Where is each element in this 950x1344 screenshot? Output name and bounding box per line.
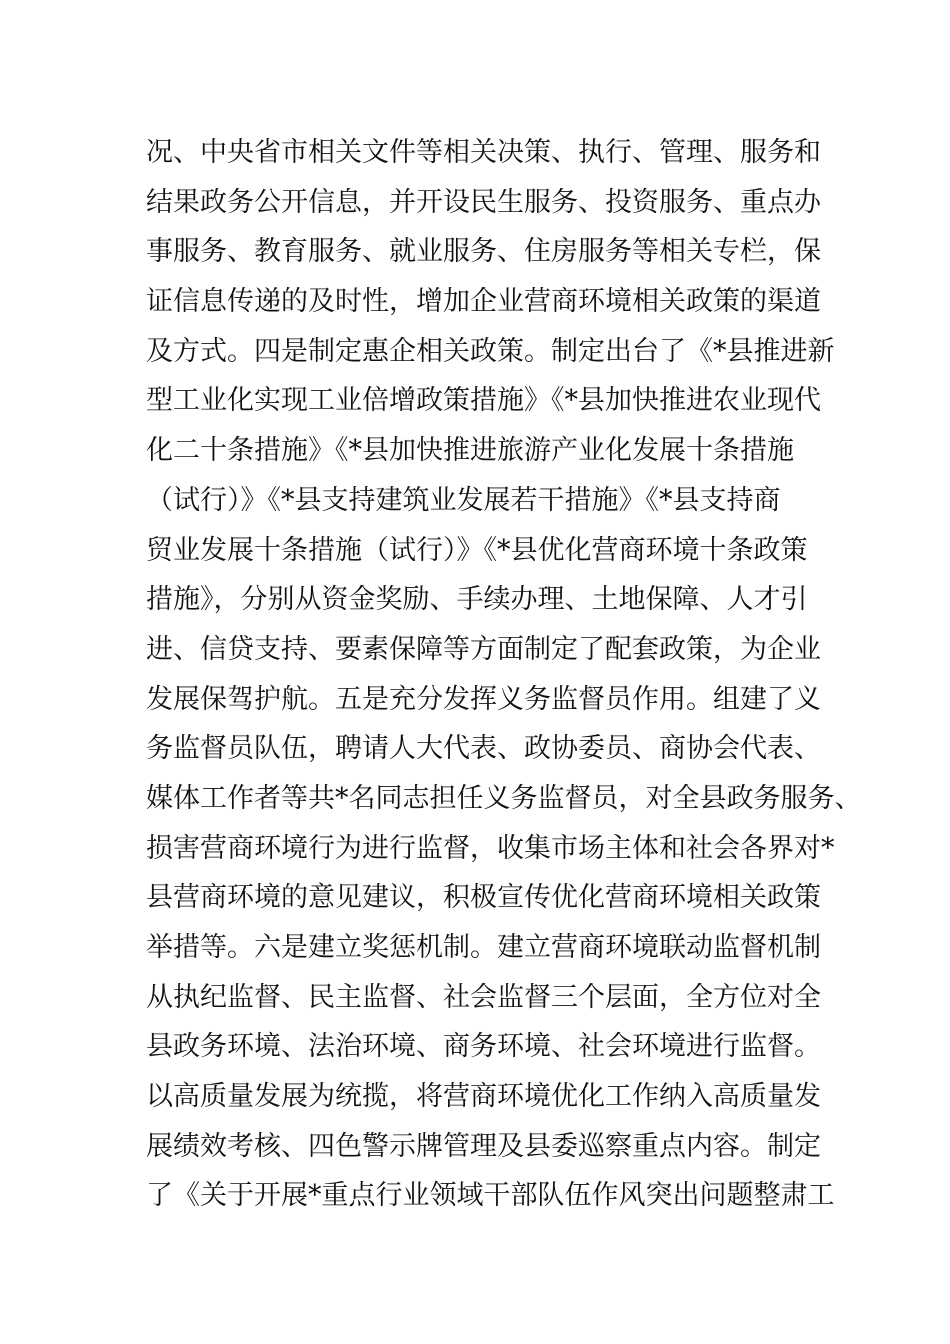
text-line: 损害营商环境行为进行监督，收集市场主体和社会各界对* (146, 832, 835, 864)
text-line: 举措等。六是建立奖惩机制。建立营商环境联动监督机制 (146, 932, 821, 963)
text-line: 进、信贷支持、要素保障等方面制定了配套政策，为企业 (146, 633, 821, 665)
text-line: 展绩效考核、四色警示牌管理及县委巡察重点内容。制定 (146, 1130, 821, 1162)
text-line: 证信息传递的及时性，增加企业营商环境相关政策的渠道 (146, 286, 821, 318)
text-line: 务监督员队伍，聘请人大代表、政协委员、商协会代表、 (146, 733, 821, 765)
text-line: 结果政务公开信息，并开设民生服务、投资服务、重点办 (146, 186, 821, 218)
body-text (146, 128, 862, 1221)
text-line: 以高质量发展为统揽，将营商环境优化工作纳入高质量发 (146, 1081, 821, 1113)
text-line: 况、中央省市相关文件等相关决策、执行、管理、服务和 (146, 137, 821, 168)
text-line: 了《关于开展*重点行业领域干部队伍作风突出问题整肃工 (146, 1180, 835, 1212)
text-line: 型工业化实现工业倍增政策措施》《*县加快推进农业现代 (146, 385, 821, 417)
text-line: 从执纪监督、民主监督、社会监督三个层面，全方位对全 (146, 981, 821, 1013)
text-line: （试行）》《*县支持建筑业发展若干措施》《*县支持商 (146, 484, 781, 516)
text-line: 县营商环境的意见建议，积极宣传优化营商环境相关政策 (146, 882, 821, 914)
text-line: 事服务、教育服务、就业服务、住房服务等相关专栏，保 (146, 236, 821, 268)
text-line: 措施》，分别从资金奖励、手续办理、土地保障、人才引 (146, 584, 808, 616)
text-line: 发展保驾护航。五是充分发挥义务监督员作用。组建了义 (146, 683, 821, 715)
text-line: 县政务环境、法治环境、商务环境、社会环境进行监督。 (146, 1031, 821, 1063)
text-line: 媒体工作者等共*名同志担任义务监督员，对全县政务服务、 (146, 782, 862, 814)
text-line: 及方式。四是制定惠企相关政策。制定出台了《*县推进新 (146, 335, 835, 367)
text-line: 化二十条措施》《*县加快推进旅游产业化发展十条措施 (146, 435, 794, 467)
text-line: 贸业发展十条措施（试行）》《*县优化营商环境十条政策 (146, 534, 808, 566)
